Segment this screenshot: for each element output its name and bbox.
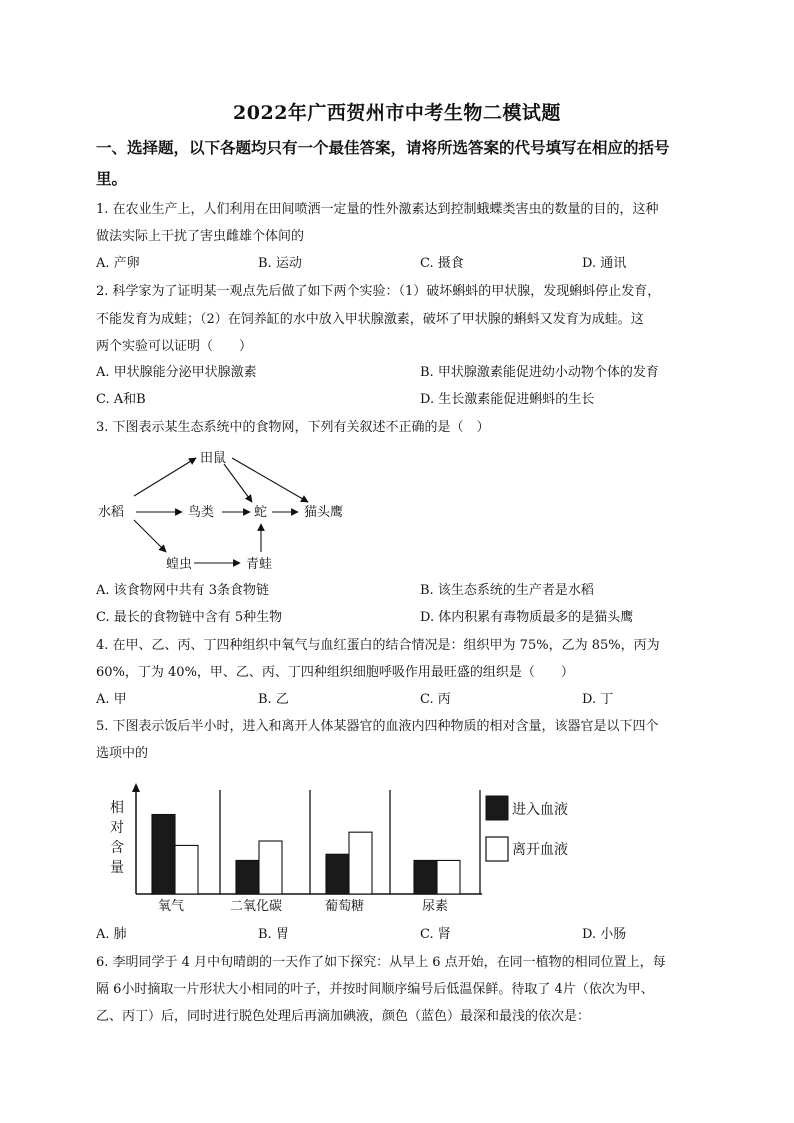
node-rice: 水稻 (98, 505, 125, 520)
section-heading-line-1: 一、选择题，以下各题均只有一个最佳答案，请将所选答案的代号填写在相应的括号 (96, 138, 670, 157)
node-owl: 猫头鹰 (304, 505, 344, 520)
q3-option-c: C. 最长的食物链中含有 5种生物 (96, 610, 283, 625)
blood-content-bar-chart (96, 782, 616, 917)
page-title: 2022年广西贺州市中考生物二模试题 (233, 102, 561, 124)
q1-option-d: D. 通讯 (582, 256, 627, 271)
legend-label-leave: 离开血液 (512, 842, 568, 858)
q4-text-line-2: 60%，丁为 40%，甲、乙、丙、丁四种组织细胞呼吸作用最旺盛的组织是（ ） (96, 665, 574, 680)
y-axis-label-char: 量 (110, 860, 124, 876)
q1-option-c: C. 摄食 (420, 256, 464, 271)
node-mouse: 田鼠 (200, 451, 227, 466)
q3-text-line-1: 3. 下图表示某生态系统中的食物网，下列有关叙述不正确的是（ ） (96, 420, 490, 435)
legend-label-enter: 进入血液 (512, 802, 568, 818)
arrow-mouse-to-owl (232, 458, 308, 502)
bar-enter-1 (236, 860, 259, 894)
bar-leave-2 (349, 832, 372, 894)
q2-text-line-2: 不能发育为成蛙；（2）在饲养缸的水中放入甲状腺激素，破坏了甲状腺的蝌蚪又发育为成蛙。这 (96, 312, 644, 327)
q5-option-d: D. 小肠 (582, 927, 627, 942)
q2-text-line-3: 两个实验可以证明（ ） (96, 339, 253, 354)
bar-leave-0 (175, 845, 198, 894)
q5-option-b: B. 胃 (258, 927, 289, 942)
q3-option-a: A. 该食物网中共有 3条食物链 (96, 583, 270, 598)
bar-enter-0 (152, 815, 175, 895)
category-label-glucose: 葡萄糖 (325, 899, 365, 914)
arrow-rice-to-mouse (134, 458, 196, 496)
q6-text-line-1: 6. 李明同学于 4 月中旬晴朗的一天作了如下探究：从早上 6 点开始，在同一植物的相同位置上，每 (96, 955, 666, 970)
y-axis-label-char: 含 (110, 840, 124, 856)
category-label-urea: 尿素 (422, 899, 449, 914)
q5-option-c: C. 肾 (420, 927, 451, 942)
q1-text-line-2: 做法实际上干扰了害虫雌雄个体间的 (96, 229, 305, 244)
y-axis-arrow (132, 783, 140, 792)
bar-enter-3 (414, 860, 437, 894)
category-label-oxygen: 氧气 (158, 899, 185, 914)
node-snake: 蛇 (254, 505, 268, 520)
q3-option-b: B. 该生态系统的生产者是水稻 (420, 583, 594, 598)
q1-option-b: B. 运动 (258, 256, 302, 271)
q6-text-line-2: 隔 6小时摘取一片形状大小相同的叶子，并按时间顺序编号后低温保鲜。待取了 4片（依次为甲、 (96, 982, 654, 997)
node-frog: 青蛙 (246, 557, 273, 572)
q2-option-c: C. A和B (96, 392, 146, 407)
category-label-co2: 二氧化碳 (230, 899, 283, 914)
node-bird: 鸟类 (188, 505, 215, 520)
arrow-rice-to-locust (134, 520, 166, 552)
section-heading-line-2: 里。 (96, 169, 128, 188)
q5-text-line-2: 选项中的 (96, 746, 149, 761)
q4-option-a: A. 甲 (96, 692, 127, 707)
q4-option-b: B. 乙 (258, 692, 289, 707)
q6-text-line-3: 乙、丙丁）后，同时进行脱色处理后再滴加碘液，颜色（蓝色）最深和最浅的依次是： (96, 1009, 591, 1024)
section-heading (96, 132, 706, 194)
q5-text-line-1: 5. 下图表示饭后半小时，进入和离开人体某器官的血液内四种物质的相对含量，该器官是以下四个 (96, 719, 659, 734)
q2-option-b: B. 甲状腺激素能促进幼小动物个体的发育 (420, 365, 659, 380)
legend-swatch-enter (486, 796, 508, 820)
bar-leave-3 (437, 860, 460, 894)
legend-swatch-leave (486, 837, 508, 861)
q4-option-d: D. 丁 (582, 692, 614, 707)
q4-option-c: C. 丙 (420, 692, 451, 707)
q1-text-line-1: 1. 在农业生产上，人们利用在田间喷洒一定量的性外激素达到控制蛾蝶类害虫的数量的目的，这种 (96, 202, 659, 217)
q2-text-line-1: 2. 科学家为了证明某一观点先后做了如下两个实验：（1）破坏蝌蚪的甲状腺，发现蝌蚪停止发育， (96, 284, 661, 299)
bar-enter-2 (326, 854, 349, 894)
arrow-mouse-to-snake (224, 464, 252, 502)
q2-option-a: A. 甲状腺能分泌甲状腺激素 (96, 365, 257, 380)
y-axis-label-char: 对 (110, 820, 124, 836)
q2-option-d: D. 生长激素能促进蝌蚪的生长 (420, 392, 595, 407)
bar-leave-1 (259, 841, 282, 894)
food-web-diagram (96, 444, 376, 579)
q3-option-d: D. 体内积累有毒物质最多的是猫头鹰 (420, 610, 634, 625)
y-axis-label-char: 相 (110, 800, 124, 816)
node-locust: 蝗虫 (166, 557, 193, 572)
q1-option-a: A. 产卵 (96, 256, 140, 271)
q4-text-line-1: 4. 在甲、乙、丙、丁四种组织中氧气与血红蛋白的结合情况是：组织甲为 75%，乙为 85%，丙为 (96, 638, 660, 653)
q5-option-a: A. 肺 (96, 927, 127, 942)
